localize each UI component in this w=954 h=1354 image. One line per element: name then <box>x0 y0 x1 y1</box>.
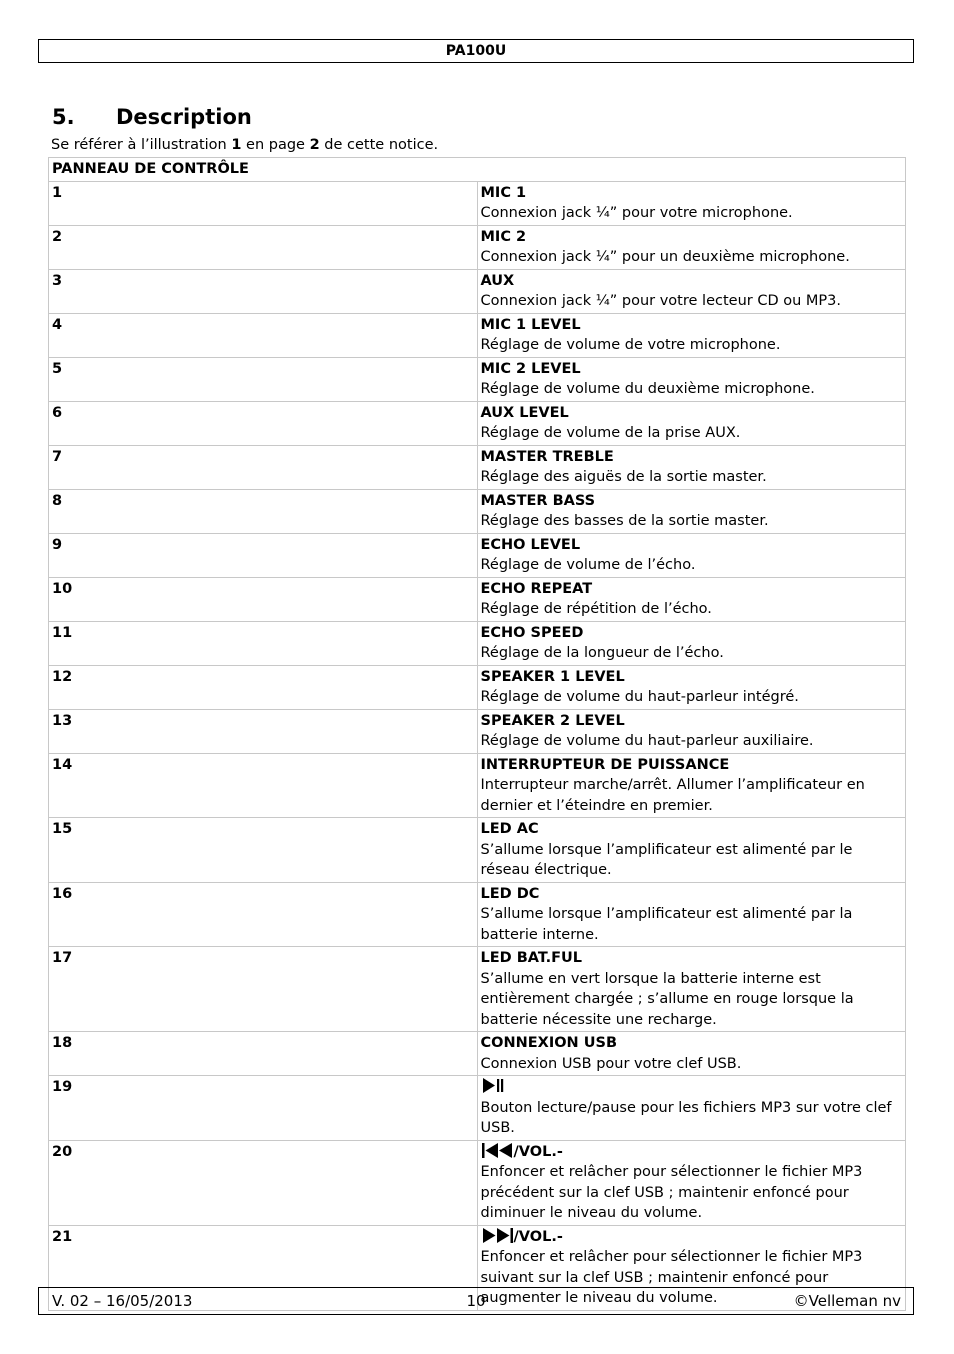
row-description: S’allume lorsque l’amplificateur est alimenté par le réseau électrique. <box>480 841 853 878</box>
row-title-text: /VOL.- <box>513 1228 563 1245</box>
row-description: S’allume lorsque l’amplificateur est alimenté par la batterie interne. <box>480 906 853 943</box>
row-description: Réglage de volume de la prise AUX. <box>480 425 741 441</box>
intro-middle: en page <box>241 137 310 153</box>
illustration-number: 1 <box>231 137 242 153</box>
table-row <box>49 533 906 577</box>
table-row <box>49 753 906 818</box>
play-pause-icon <box>481 1079 505 1095</box>
table-row <box>49 665 906 709</box>
next-track-icon <box>481 1229 514 1245</box>
row-content <box>477 445 906 489</box>
row-number: 6 <box>49 401 478 445</box>
row-content <box>477 401 906 445</box>
table-row <box>49 621 906 665</box>
row-title-text: ECHO SPEED <box>480 624 584 641</box>
table-header: PANNEAU DE CONTRÔLE <box>49 158 906 182</box>
row-description: Réglage de volume de votre microphone. <box>480 337 781 353</box>
section-heading <box>52 104 252 130</box>
row-description: Réglage de répétition de l’écho. <box>480 601 712 617</box>
intro-suffix: de cette notice. <box>319 137 439 153</box>
row-title <box>481 447 904 468</box>
row-number: 9 <box>49 533 478 577</box>
row-title-text: INTERRUPTEUR DE PUISSANCE <box>480 756 730 773</box>
row-number: 13 <box>49 709 478 753</box>
row-content <box>477 181 906 225</box>
row-content <box>477 225 906 269</box>
table-row <box>49 947 906 1032</box>
row-description: Connexion jack ¼” pour votre lecteur CD ou MP3. <box>480 293 841 309</box>
row-number: 18 <box>49 1032 478 1076</box>
table-row <box>49 709 906 753</box>
section-title: Description <box>116 105 252 129</box>
row-title <box>481 535 904 556</box>
intro-text <box>51 136 438 154</box>
section-number: 5. <box>52 105 75 129</box>
row-title <box>481 1227 904 1248</box>
row-title-text: LED AC <box>480 821 539 837</box>
row-content <box>477 882 906 947</box>
row-title <box>481 1033 904 1054</box>
row-description: Connexion jack ¼” pour votre microphone. <box>480 205 793 221</box>
row-description: S’allume en vert lorsque la batterie interne est entièrement chargée ; s’allume en rouge lorsque la batterie nécessite une recharge. <box>480 970 854 1028</box>
row-number: 16 <box>49 882 478 947</box>
table-row <box>49 445 906 489</box>
row-number: 4 <box>49 313 478 357</box>
row-number: 20 <box>49 1140 478 1225</box>
row-description: Réglage de volume de l’écho. <box>480 557 696 573</box>
row-title <box>481 1142 904 1163</box>
row-title <box>481 755 904 776</box>
row-content <box>477 313 906 357</box>
row-number: 15 <box>49 818 478 883</box>
row-title-text: MIC 2 LEVEL <box>480 360 581 377</box>
row-description: Enfoncer et relâcher pour sélectionner le fichier MP3 suivant sur la clef USB ; maintenir enfoncé pour augmenter le niveau du volume. <box>480 1249 863 1306</box>
row-description: Bouton lecture/pause pour les fichiers MP3 sur votre clef USB. <box>480 1099 892 1136</box>
row-title <box>481 579 904 600</box>
row-number: 19 <box>49 1076 478 1141</box>
row-content <box>477 489 906 533</box>
row-title-text: CONNEXION USB <box>480 1035 617 1051</box>
version-date: V. 02 – 16/05/2013 <box>52 1292 193 1310</box>
table-row <box>49 357 906 401</box>
table-row <box>49 1076 906 1141</box>
intro-prefix: Se référer à l’illustration <box>51 137 232 153</box>
row-description: Réglage de volume du haut-parleur intégré. <box>480 689 799 705</box>
row-title-text: LED DC <box>480 885 540 902</box>
row-number: 12 <box>49 665 478 709</box>
table-row <box>49 489 906 533</box>
control-panel-table <box>48 157 906 1311</box>
row-title <box>481 1077 904 1098</box>
row-number: 8 <box>49 489 478 533</box>
table-header-row <box>49 158 906 182</box>
row-title <box>481 359 904 380</box>
row-number: 7 <box>49 445 478 489</box>
row-content <box>477 818 906 883</box>
page-reference: 2 <box>309 137 320 153</box>
row-description: Interrupteur marche/arrêt. Allumer l’amplificateur en dernier et l’éteindre en premier. <box>480 777 865 814</box>
row-title-text: /VOL.- <box>513 1143 563 1160</box>
row-title-text: MIC 1 <box>480 184 527 201</box>
table-row <box>49 269 906 313</box>
row-description: Réglage de volume du deuxième microphone. <box>480 381 815 397</box>
row-title <box>481 183 904 204</box>
row-content <box>477 621 906 665</box>
row-description: Connexion jack ¼” pour un deuxième microphone. <box>480 249 850 265</box>
table-row <box>49 818 906 883</box>
table-row <box>49 181 906 225</box>
row-title-text: SPEAKER 2 LEVEL <box>480 712 625 729</box>
row-description: Réglage de volume du haut-parleur auxiliaire. <box>480 733 814 749</box>
row-title <box>481 227 904 248</box>
page-footer <box>38 1287 914 1315</box>
previous-track-icon <box>481 1144 514 1160</box>
table-row <box>49 225 906 269</box>
row-description: Réglage des basses de la sortie master. <box>480 513 769 529</box>
row-title-text: MASTER TREBLE <box>480 448 614 465</box>
row-title <box>481 711 904 732</box>
row-title <box>481 315 904 336</box>
row-number: 2 <box>49 225 478 269</box>
row-content <box>477 269 906 313</box>
page-number: 10 <box>466 1292 486 1310</box>
table-row <box>49 882 906 947</box>
row-content <box>477 577 906 621</box>
row-title <box>481 819 904 840</box>
page-header <box>38 39 914 63</box>
table-row <box>49 313 906 357</box>
row-title-text: MIC 1 LEVEL <box>480 316 581 333</box>
row-number: 11 <box>49 621 478 665</box>
row-content <box>477 1140 906 1225</box>
row-number: 17 <box>49 947 478 1032</box>
model-name: PA100U <box>445 43 507 59</box>
row-number: 14 <box>49 753 478 818</box>
table-row <box>49 401 906 445</box>
row-content <box>477 709 906 753</box>
row-content <box>477 533 906 577</box>
row-description: Réglage de la longueur de l’écho. <box>480 645 724 661</box>
row-content <box>477 665 906 709</box>
row-title <box>481 948 904 969</box>
row-title-text: MASTER BASS <box>480 492 596 509</box>
row-number: 10 <box>49 577 478 621</box>
row-title-text: SPEAKER 1 LEVEL <box>480 668 625 685</box>
row-title-text: ECHO LEVEL <box>480 536 581 553</box>
row-number: 3 <box>49 269 478 313</box>
row-title-text: AUX LEVEL <box>480 404 569 421</box>
row-number: 1 <box>49 181 478 225</box>
row-title <box>481 271 904 292</box>
row-description: Réglage des aiguës de la sortie master. <box>480 469 767 485</box>
row-title-text: MIC 2 <box>480 228 527 245</box>
row-title <box>481 403 904 424</box>
row-title <box>481 667 904 688</box>
row-title <box>481 491 904 512</box>
row-content <box>477 1032 906 1076</box>
copyright: ©Velleman nv <box>793 1292 901 1310</box>
row-title-text: AUX <box>480 272 515 289</box>
row-title-text: LED BAT.FUL <box>480 950 582 966</box>
row-description: Enfoncer et relâcher pour sélectionner le fichier MP3 précédent sur la clef USB ; maintenir enfoncé pour diminuer le niveau du volume. <box>480 1164 863 1221</box>
row-content <box>477 1076 906 1141</box>
row-title <box>481 884 904 905</box>
table-row <box>49 577 906 621</box>
row-description: Connexion USB pour votre clef USB. <box>480 1055 742 1072</box>
row-content <box>477 357 906 401</box>
row-number: 5 <box>49 357 478 401</box>
row-number: 21 <box>49 1225 478 1310</box>
row-content <box>477 947 906 1032</box>
table-row <box>49 1140 906 1225</box>
row-content <box>477 753 906 818</box>
table-row <box>49 1032 906 1076</box>
row-title <box>481 623 904 644</box>
row-title-text: ECHO REPEAT <box>480 580 593 597</box>
